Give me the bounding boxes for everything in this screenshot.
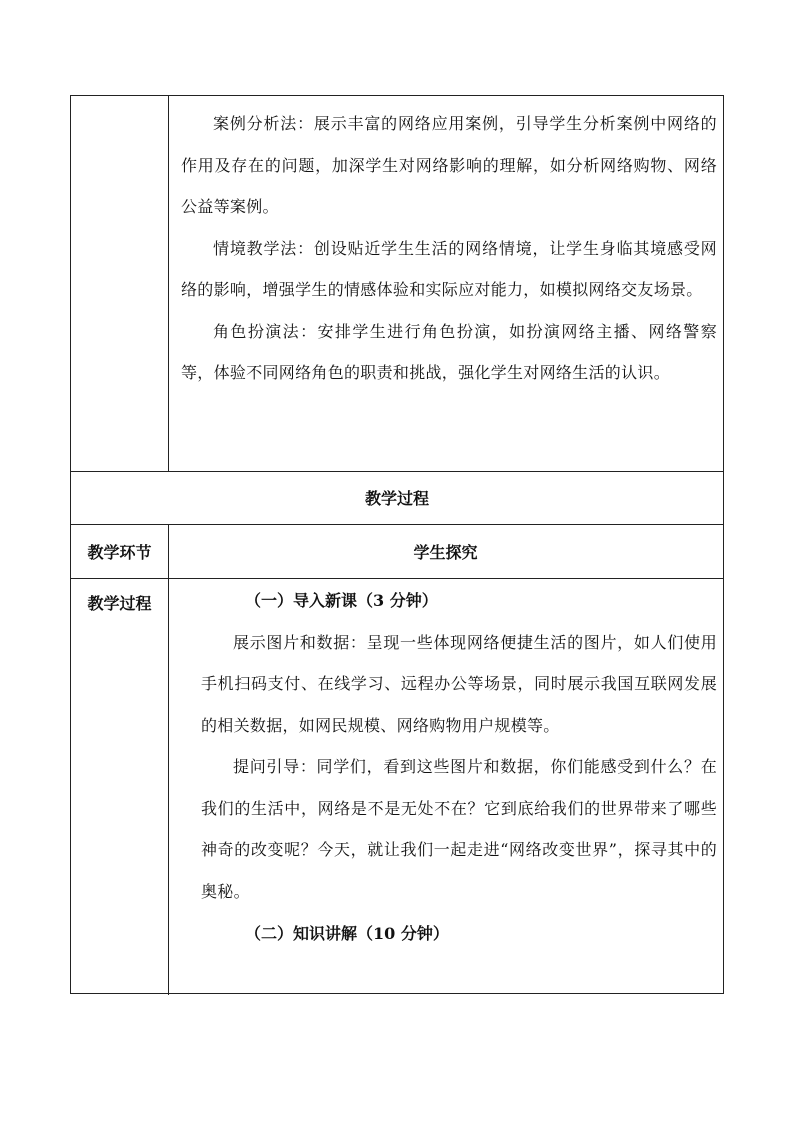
methods-row <box>71 96 723 471</box>
process-cell <box>168 578 723 995</box>
section-title-row <box>71 471 723 524</box>
method-situational: 情境教学法：创设贴近学生生活的网络情境，让学生身临其境感受网络的影响，增强学生的情感体验和实际应对能力，如模拟网络交友场景。 <box>181 238 717 299</box>
section-title: 教学过程 <box>364 489 429 508</box>
header-right-label: 学生探究 <box>413 542 478 562</box>
heading-intro: （一）导入新课（3 分钟） <box>245 591 438 610</box>
method-role-play: 角色扮演法：安排学生进行角色扮演，如扮演网络主播、网络警察等，体验不同网络角色的职责和挑战，强化学生对网络生活的认识。 <box>181 321 717 382</box>
intro-question: 提问引导：同学们，看到这些图片和数据，你们能感受到什么？在我们的生活中，网络是不是无处不在？它到底给我们的世界带来了哪些神奇的改变呢？今天，就让我们一起走进“网络改变世界”，探寻其中的奥秘。 <box>201 757 717 901</box>
header-row <box>71 524 723 578</box>
methods-cell <box>168 96 723 471</box>
header-left-label: 教学环节 <box>87 542 152 562</box>
heading-knowledge: （二）知识讲解（10 分钟） <box>245 924 449 943</box>
process-label: 教学过程 <box>87 594 152 613</box>
header-right-cell <box>168 524 723 578</box>
process-row <box>71 578 723 995</box>
lesson-plan-table <box>70 95 724 994</box>
method-case-analysis: 案例分析法：展示丰富的网络应用案例，引导学生分析案例中网络的作用及存在的问题，加深学生对网络影响的理解，如分析网络购物、网络公益等案例。 <box>181 114 717 216</box>
intro-show-images: 展示图片和数据：呈现一些体现网络便捷生活的图片，如人们使用手机扫码支付、在线学习、远程办公等场景，同时展示我国互联网发展的相关数据，如网民规模、网络购物用户规模等。 <box>201 632 717 735</box>
